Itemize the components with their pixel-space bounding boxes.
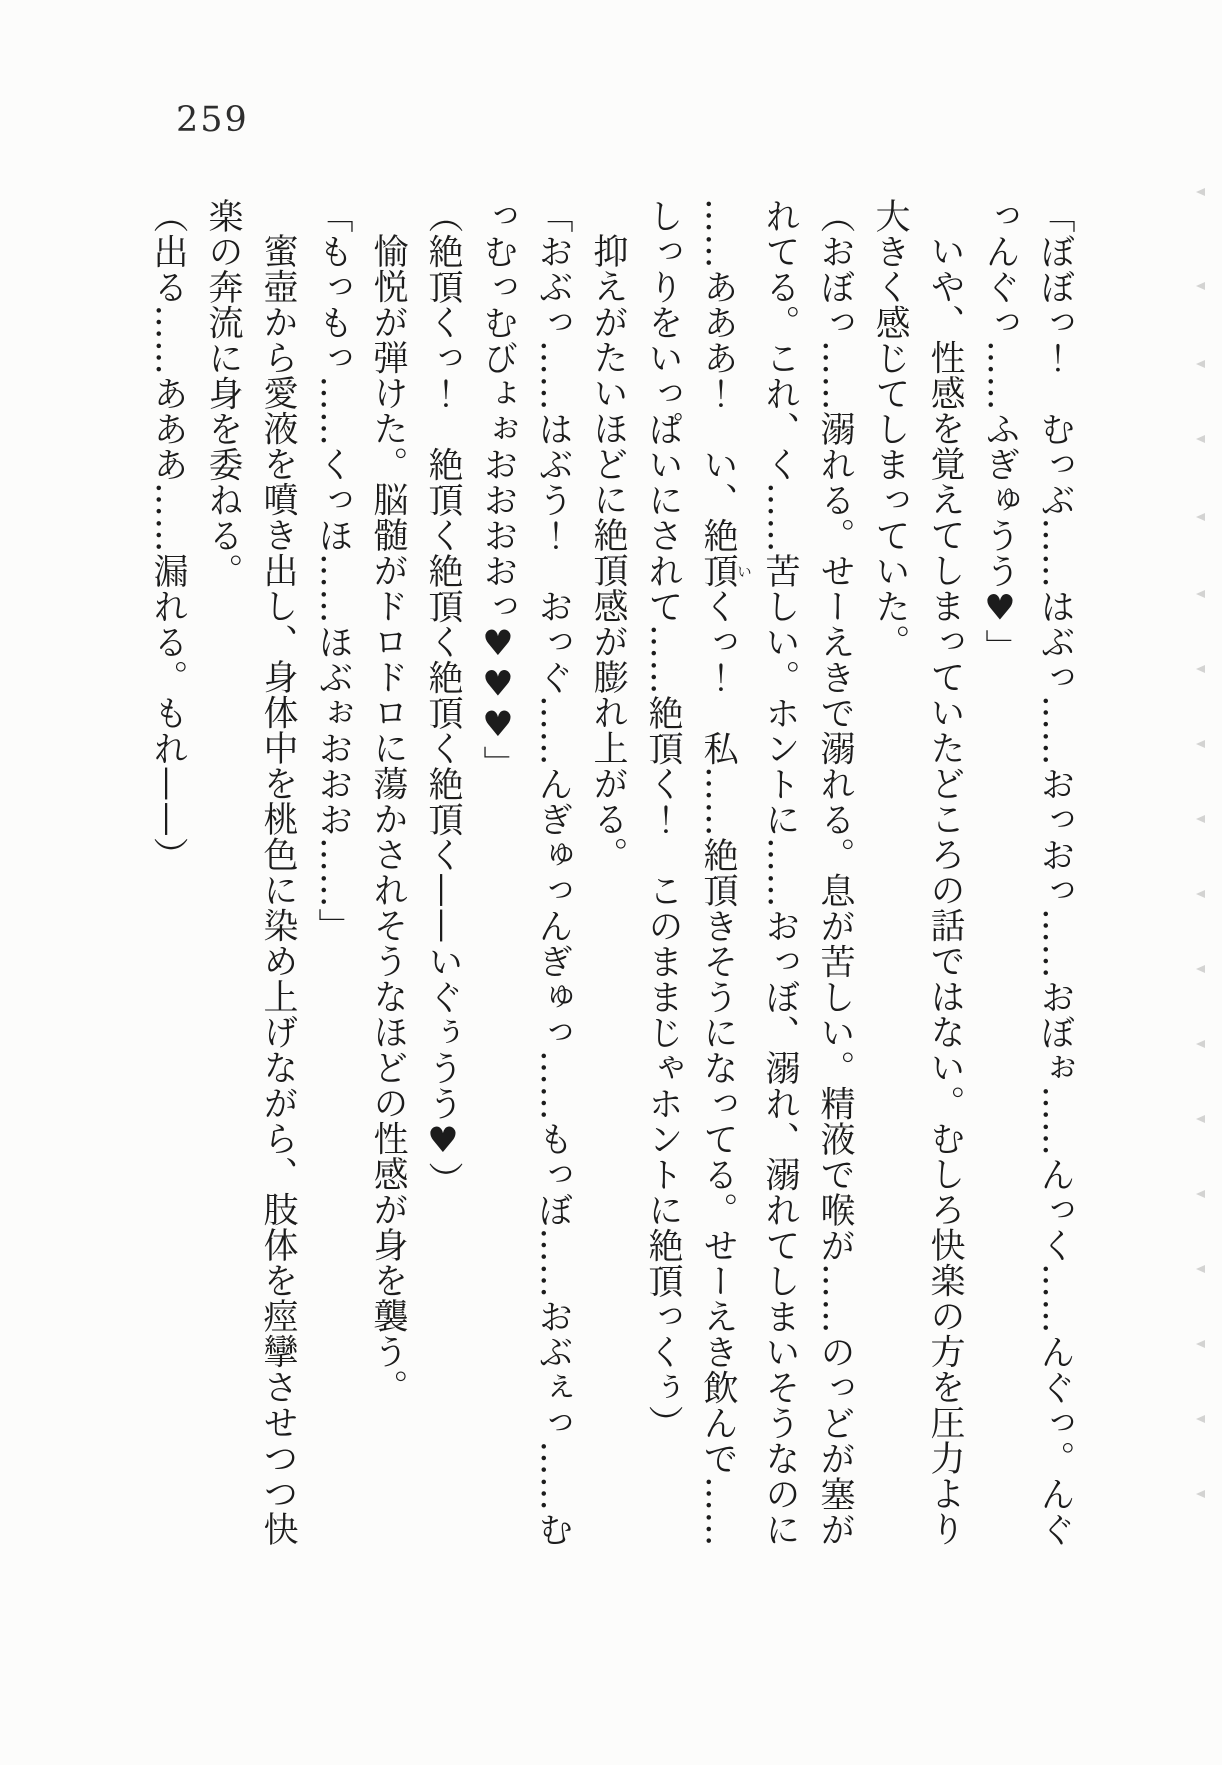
page-number: 259 bbox=[176, 100, 249, 140]
scan-artifact bbox=[1196, 1115, 1205, 1123]
text-column: 愉悦が弾けた。脳髄がドロドロに蕩かされそうなほどの性感が身を襲う。 bbox=[368, 233, 408, 1405]
text-column: ……あああ！ い、絶頂いくっ！ 私……絶頂きそうになってる。せーえき飲んで…… bbox=[698, 198, 753, 1547]
scan-artifact bbox=[1196, 513, 1205, 521]
scan-artifact bbox=[1196, 282, 1205, 290]
text-column: （おぼっ……溺れる。せーえきで溺れる。息が苦しい。精液で喉が……のっどが塞が bbox=[815, 198, 855, 1547]
vertical-text-block bbox=[140, 198, 1082, 1598]
scan-artifact bbox=[1196, 890, 1205, 898]
scan-artifact bbox=[1196, 815, 1205, 823]
scan-artifact bbox=[1196, 188, 1205, 196]
text-column: 大きく感じてしまっていた。 bbox=[870, 198, 910, 660]
furigana-ruby: 頂い bbox=[698, 553, 753, 589]
text-column: 抑えがたいほどに絶頂感が膨れ上がる。 bbox=[588, 233, 628, 872]
scan-artifact bbox=[1196, 665, 1205, 673]
scan-artifact bbox=[1196, 965, 1205, 973]
text-column: れてる。これ、く……苦しい。ホントに……おっぼ、溺れ、溺れてしまいそうなのに bbox=[760, 198, 800, 1547]
text-column: 「ぼぼっ！ むっぶ……はぶっ……おっおっ……おぼぉ……んっく……んぐっ。んぐ bbox=[1035, 198, 1075, 1547]
scan-artifact bbox=[1196, 1040, 1205, 1048]
scan-artifact bbox=[1196, 1265, 1205, 1273]
text-column: っんぐっ……ふぎゅうう♥」 bbox=[980, 198, 1020, 665]
scan-artifact bbox=[1196, 1340, 1205, 1348]
scan-artifact bbox=[1196, 1490, 1205, 1498]
scan-artifact bbox=[1196, 435, 1205, 443]
text-column: 蜜壺から愛液を噴き出し、身体中を桃色に染め上げながら、肢体を痙攣させつつ快 bbox=[258, 233, 298, 1547]
text-column: 楽の奔流に身を委ねる。 bbox=[203, 198, 243, 589]
text-column: 「もっもっ……くっほ……ほぶぉおおお……」 bbox=[313, 198, 353, 944]
scan-artifact bbox=[1196, 590, 1205, 598]
scan-artifact bbox=[1196, 740, 1205, 748]
text-column: っむっむびょぉおおおおっ♥♥♥」 bbox=[478, 198, 518, 781]
text-column: （絶頂くっ！ 絶頂く絶頂く絶頂く絶頂く——いぐぅうう♥） bbox=[423, 198, 463, 1197]
scan-artifact bbox=[1196, 360, 1205, 368]
text-column: （出る……あああ……漏れる。もれ——） bbox=[148, 198, 188, 873]
text-column: 「おぶっ……はぶう！ おっぐ……んぎゅっんぎゅっ……もっぼ……おぶぇっ……む bbox=[533, 198, 573, 1547]
text-column: しっりをいっぱいにされて……絶頂く！ このままじゃホントに絶頂っくぅ） bbox=[643, 198, 683, 1441]
scan-artifact bbox=[1196, 1190, 1205, 1198]
scan-artifact bbox=[1196, 1415, 1205, 1423]
text-column: いや、性感を覚えてしまっていたどころの話ではない。むしろ快楽の方を圧力より bbox=[925, 233, 965, 1547]
